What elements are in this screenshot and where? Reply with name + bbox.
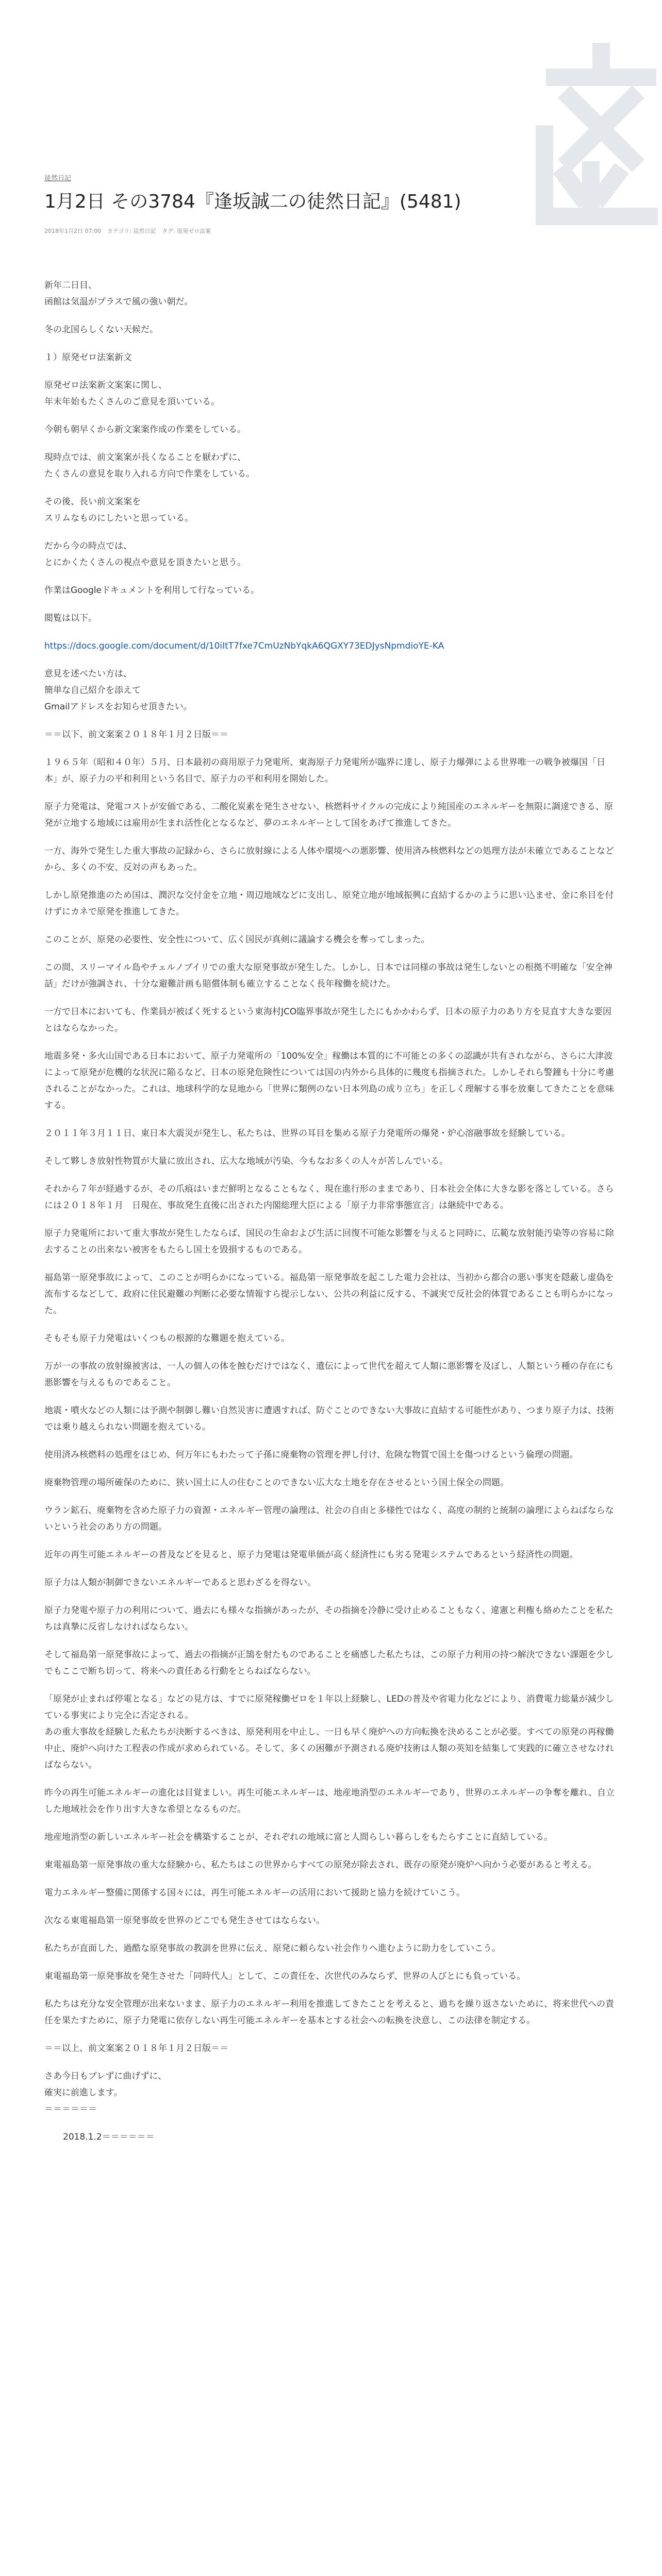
body-paragraph: 原発ゼロ法案新文案案に関し、 年末年始もたくさんのご意見を頂いている。 [44, 380, 220, 407]
category-link[interactable]: 徒然日記 [44, 175, 72, 182]
body-paragraph: 一方、海外で発生した重大事故の記録から、さらに放射線による人体や環境への悪影響、使用済み核燃料などの処理方法が未確立であることなどから、多くの不安、反対の声もあった。 [44, 846, 614, 873]
body-paragraph: それから７年が経過するが、その爪痕はいまだ鮮明となることもなく、現在進行形のままであり、日本社会全体に大きな影を落としている。さらには２０１８年１月 日現在、事故発生直後に出された内閣総理大臣による「原子力非常事態宣言」は継続中である。 [44, 1184, 614, 1211]
body-paragraph: １）原発ゼロ法案新文 [44, 352, 132, 363]
body-paragraph: このことが、原発の必要性、安全性について、広く国民が真剣に議論する機会を奪ってしまった。 [44, 935, 430, 945]
body-paragraph: ２０１１年３月１１日、東日本大震災が発生し、私たちは、世界の耳目を集める原子力発電所の爆発・炉心溶融事故を経験している。 [44, 1128, 570, 1139]
body-paragraph: 万が一の事故の放射線被害は、一人の個人の体を蝕むだけではなく、遺伝によって世代を超えて人類に悪影響を及ぼし、人類という種の存在にも悪影響を与えるものであること。 [44, 1361, 614, 1388]
body-paragraph: 一方で日本においても、作業員が被ばく死するという東海村JCO臨界事故が発生したにもかかわらず、日本の原子力のあり方を見直す大きな要因とはならなかった。 [44, 1007, 611, 1033]
body-paragraph: 東電福島第一原発事故の重大な経験から、私たちはこの世界からすべての原発が除去され、既存の原発が廃炉へ向かう必要があると考える。 [44, 1860, 597, 1870]
body-paragraph: だから今の時点では、 とにかくたくさんの視点や意見を頂きたいと思う。 [44, 541, 246, 568]
page-title: 1月2日 その3784『逢坂誠二の徒然日記』(5481) [44, 191, 461, 212]
body-paragraph: その後、長い前文案案を スリムなものにしたいと思っている。 [44, 497, 193, 523]
body-paragraph: ＝＝以下、前文案案２０１８年１月２日版＝＝ [44, 730, 228, 740]
body-paragraph: この間、スリーマイル島やチェルノブイリでの重大な原発事故が発生した。しかし、日本では同様の事故は発生しないとの根拠不明確な「安全神話」だけが強調され、十分な避難計画も賠償体制も確立することなく長年稼働を続けた。 [44, 962, 613, 989]
body-paragraph: ウラン鉱石、廃棄物を含めた原子力の資源・エネルギー管理の論理は、社会の自由と多様性ではなく、高度の制約と統制の論理によらねばならないという社会のあり方の問題。 [44, 1505, 614, 1532]
body-paragraph: 作業はGoogleドキュメントを利用して行なっている。 [44, 585, 259, 596]
body-paragraph: そして福島第一原発事故によって、過去の指摘が正鵠を射たものであることを痛感した私たちは、この原子力利用の持つ解決できない課題を少しでもここで断ち切って、将来への責任ある行動をとらねばならない。 [44, 1650, 614, 1676]
body-paragraph: そして夥しき放射性物質が大量に放出され、広大な地域が汚染、今もなお多くの人々が苦しんでいる。 [44, 1156, 449, 1166]
article-body [44, 277, 617, 2157]
body-paragraph: 閲覧は以下。 [44, 613, 97, 623]
body-paragraph: 近年の再生可能エネルギーの普及などを見ると、原子力発電は発電単価が高く経済性にも劣る発電システムであるという経済性の問題。 [44, 1550, 578, 1560]
body-paragraph: 原子力発電や原子力の利用について、過去にも様々な指摘があったが、その指摘を冷静に受け止めることもなく、違憲と利権も絡めたことを私たちは真摯に反省しなければならない。 [44, 1605, 614, 1632]
body-paragraph: １９６５年（昭和４０年）５月、日本最初の商用原子力発電所、東海原子力発電所が臨界に達し、原子力爆弾による世界唯一の戦争被爆国「日本」が、原子力の平和利用という名目で、原子力の平和利用を開始した。 [44, 757, 605, 784]
watermark-logo-icon [524, 41, 658, 242]
body-paragraph: 東電福島第一原発事故を発生させた「同時代人」として、この責任を、次世代のみならず、世界の人びとにも負っている。 [44, 1971, 526, 1981]
body-paragraph: 次なる東電福島第一原発事故を世界のどこでも発生させてはならない。 [44, 1916, 325, 1926]
body-paragraph: 現時点では、前文案案が長くなることを厭わずに、 たくさんの意見を取り入れる方向で作業をしている。 [44, 452, 255, 479]
body-paragraph: さあ今日もブレずに曲げずに、 確実に前進します。 ＝＝＝＝＝＝ [44, 2071, 167, 2114]
body-paragraph: 冬の北国らしくない天候だ。 [44, 325, 158, 335]
body-paragraph: しかし原発推進のため国は、潤沢な交付金を立地・周辺地域などに支出し、原発立地が地域振興に直結するかのように思い込ませ、金に糸目を付けずにカネで原発を推進してきた。 [44, 890, 614, 917]
body-paragraph: 今朝も朝早くから新文案案作成の作業をしている。 [44, 425, 246, 435]
body-paragraph: ＝＝以上、前文案案２０１８年１月２日版＝＝ [44, 2043, 228, 2054]
body-paragraph: 原子力発電所において重大事故が発生したならば、国民の生命および生活に回復不可能な影響を与えると同時に、広範な放射能汚染等の容易に除去することの出来ない被害をもたらし国土を毀損するものである。 [44, 1228, 614, 1255]
body-paragraph: 電力エネルギー整備に関係する国々には、再生可能エネルギーの活用において援助と協力を続けていこう。 [44, 1888, 465, 1898]
body-paragraph: 新年二日目、 函館は気温がプラスで風の強い朝だ。 [44, 280, 193, 307]
google-doc-link[interactable]: https://docs.google.com/document/d/10iItT7fxe7CmUzNbYqkA6QGXY73EDJysNpmdioYE-KA [44, 641, 444, 651]
body-paragraph: 地震・噴火などの人類には予測や制御し難い自然災害に遭遇すれば、防ぐことのできない大事故に直結する可能性があり、つまり原子力は、技術では乗り越えられない問題を抱えている。 [44, 1405, 614, 1432]
post-meta [44, 227, 215, 235]
post-date: 2018年1月2日 07:00 [44, 228, 102, 234]
body-paragraph: 廃棄物管理の場所確保のために、狭い国土に人の住むことのできない広大な土地を存在させるという国土保全の問題。 [44, 1478, 509, 1488]
body-paragraph: そもそも原子力発電はいくつもの根源的な難題を抱えている。 [44, 1333, 290, 1344]
body-paragraph: 地震多発・多火山国である日本において、原子力発電所の「100%安全」稼働は本質的に不可能との多くの認識が共有されながら、さらに大津波によって原発が危機的な状況に陥るなど、日本の原発危険性については国の内外から具体的に幾度も指摘された。しかしそれら警鐘も十分に考慮されることがなかった。これは、地球科学的な見地から「世界に類例のない日本列島の成り立ち」を正しく理解する事を放棄してきたことを意味する。 [44, 1051, 614, 1111]
body-paragraph: 私たちが直面した、過酷な原発事故の教訓を世界に伝え、原発に頼らない社会作りへ進むように助力をしていこう。 [44, 1943, 501, 1954]
signature: 2018.1.2＝＝＝＝＝＝ [63, 2132, 155, 2142]
body-paragraph: 「原発が止まれば停電となる」などの見方は、すでに原発稼働ゼロを１年以上経験し、LEDの普及や省電力化などにより、消費電力総量が減少している事実により完全に否定される。 あの重大事故を経験した私たちが決断するべきは、原発利用を中止し、一日も早く廃炉への方向転換を決めることが必要。すべての原発の再稼働中止、廃炉へ向けた工程表の作成が求められている。そして、多くの困難が予測される廃炉技術は人類の英知を結集して実践的に確立させなければならない。 [44, 1694, 614, 1770]
body-paragraph: 原子力は人類が制御できないエネルギーであると思わざるを得ない。 [44, 1578, 316, 1588]
body-paragraph: 使用済み核燃料の処理をはじめ、何万年にもわたって子孫に廃棄物の管理を押し付け、危険な物質で国土を傷つけるという倫理の問題。 [44, 1450, 578, 1460]
body-paragraph: 原子力発電は、発電コストが安価である、二酸化炭素を発生させない、核燃料サイクルの完成により純国産のエネルギーを無限に調達できる、原発が立地する地域には雇用が生まれ活性化となるなど、夢のエネルギーとして国をあげて推進してきた。 [44, 802, 613, 828]
body-paragraph: 地産地消型の新しいエネルギー社会を構築することが、それぞれの地域に富と人間らしい暮らしをもたらすことに直結している。 [44, 1832, 553, 1842]
body-paragraph: 昨今の再生可能エネルギーの進化は目覚ましい。再生可能エネルギーは、地産地消型のエネルギーであり、世界のエネルギーの争奪を離れ、自立した地域社会を作り出す大きな希望となるものだ。 [44, 1788, 615, 1815]
post-tag[interactable]: タグ: 原発ゼロ法案 [161, 228, 211, 234]
body-paragraph: 福島第一原発事故によって、このことが明らかになっている。福島第一原発事故を起こした電力会社は、当初から都合の悪い事実を隠蔽し虚偽を流布するなどして、政府に住民避難の判断に必要な情報すら提示しない、公共の利益に反する、不誠実で反社会的体質であることも明らかになった。 [44, 1273, 614, 1316]
body-paragraph: 私たちは充分な安全管理が出来ないまま、原子力のエネルギー利用を推進してきたことを考えると、過ちを繰り返さないために、将来世代への責任を果たすために、原子力発電に依存しない再生可能エネルギーを基本とする社会への転換を決意し、この法律を制定する。 [44, 1999, 614, 2026]
body-paragraph: 意見を述べたい方は、 簡単な自己紹介を添えて Gmailアドレスをお知らせ頂きたい。 [44, 669, 192, 712]
post-category[interactable]: カテゴリ: 徒然日記 [107, 228, 156, 234]
